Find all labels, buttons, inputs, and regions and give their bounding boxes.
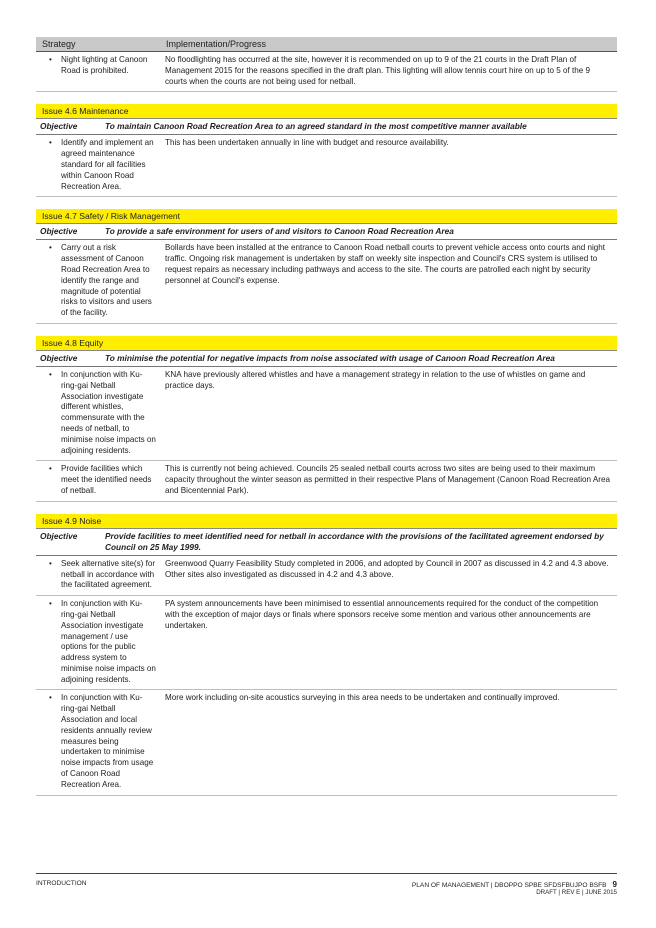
page-number: 9 xyxy=(612,880,617,889)
table-row xyxy=(36,556,617,596)
strategy-column-header: Strategy xyxy=(42,39,76,49)
strategy-text: • Night lighting at Canoon Road is prohibited. xyxy=(61,55,148,75)
strategy-cell xyxy=(36,596,160,689)
table-row xyxy=(36,240,617,324)
implementation-cell: KNA have previously altered whistles and have a management strategy in relation to the use of whistles on game and practice days. xyxy=(165,369,586,390)
objective-text: Provide facilities to meet identified need for netball in accordance with the provisions of the facilitated agreement endorsed by Council on 25 May 1999. xyxy=(105,530,604,552)
strategy-cell xyxy=(36,52,160,91)
table-row xyxy=(36,367,617,461)
page-footer xyxy=(36,873,617,896)
implementation-cell: Bollards have been installed at the entrance to Canoon Road netball courts to prevent vehicle access onto courts and night traffic. Ongoing risk management is undertaken by staff on weekly site inspection and Council's CRS system is utilised to request repairs as necessary including pathways and access to the site. The courts are patrolled each night by security personnel at Council's expense. xyxy=(165,243,606,285)
objective-label: Objective xyxy=(40,530,78,541)
strategy-text: • Identify and implement an agreed maintenance standard for all facilities within Canoon Road Recreation Area. xyxy=(61,138,154,191)
objective-text: To minimise the potential for negative impacts from noise associated with usage of Canoon Road Recreation Area xyxy=(105,352,555,363)
strategy-cell xyxy=(36,135,160,196)
implementation-column-header: Implementation/Progress xyxy=(166,39,267,49)
objective-row xyxy=(36,351,617,367)
table-row xyxy=(36,596,617,690)
strategy-cell xyxy=(36,690,160,794)
footer-doc-title: PLAN OF MANAGEMENT | DBOPPO SPBE SFDSFBUJPO BSFB xyxy=(411,882,607,889)
footer-section: INTRODUCTION xyxy=(36,880,87,887)
strategy-text: • In conjunction with Ku-ring-gai Netball Association and local residents annually review measures being undertaken to minimise noise impacts from usage of Canoon Road Recreation Area. xyxy=(61,693,154,789)
section-gap xyxy=(36,92,617,104)
strategy-cell xyxy=(36,461,160,500)
table-row xyxy=(36,52,617,92)
implementation-cell: More work including on-site acoustics surveying in this area needs to be undertaken and continually improved. xyxy=(165,693,560,703)
document-page xyxy=(36,37,617,796)
objective-text: To maintain Canoon Road Recreation Area to an agreed standard in the most competitive manner available xyxy=(105,121,527,132)
strategy-text: • In conjunction with Ku-ring-gai Netball Association investigate different whistles, commensurate with the needs of netball, to minimise noise impacts on adjoining residents. xyxy=(61,369,156,455)
strategy-text: • In conjunction with Ku-ring-gai Netball Association investigate management / use options for the public address system to minimise noise impacts on adjoining residents. xyxy=(61,599,156,684)
objective-label: Objective xyxy=(40,226,78,237)
strategy-cell xyxy=(36,367,160,460)
implementation-cell: This is currently not being achieved. Councils 25 sealed netball courts across two sites are being used to their maximum capacity throughout the winter season as permitted in their respective Plans of Management (Canoon Road Recreation Area and Bicentennial Park). xyxy=(165,464,610,495)
strategy-text: • Seek alternative site(s) for netball in accordance with the facilitated agreement. xyxy=(61,558,156,590)
objective-text: To provide a safe environment for users of and visitors to Canoon Road Recreation Area xyxy=(105,226,454,237)
table-row xyxy=(36,690,617,795)
objective-label: Objective xyxy=(40,352,78,363)
objective-row xyxy=(36,224,617,240)
table-row xyxy=(36,135,617,197)
table-row xyxy=(36,461,617,501)
strategy-text: • Carry out a risk assessment of Canoon Road Recreation Area to identify the range and magnitude of potential risks to visitors and users of the facility. xyxy=(61,243,152,318)
footer-title xyxy=(412,880,617,889)
implementation-cell: PA system announcements have been minimised to essential announcements required for the conduct of the competition with the exception of major days or finals where sponsors receive some mention and various other announcements are undertaken. xyxy=(165,599,599,630)
section-gap xyxy=(36,197,617,209)
implementation-cell: No floodlighting has occurred at the site, however it is recommended on up to 9 of the 21 courts in the Draft Plan of Management 2015 for the reasons specified in the draft plan. This lighting will allow tennis court hire on up to 5 of the 9 courts when the courts are not being used for netball. xyxy=(165,55,591,86)
strategy-cell xyxy=(36,240,160,323)
issues-container xyxy=(36,92,617,795)
objective-row xyxy=(36,529,617,556)
footer-revision: DRAFT | REV E | JUNE 2015 xyxy=(536,889,617,896)
implementation-cell: This has been undertaken annually in line with budget and resource availability. xyxy=(165,138,449,148)
implementation-cell: Greenwood Quarry Feasibility Study completed in 2006, and adopted by Council in 2007 as discussed in 4.2 and 4.3 above. Other sites also investigated as discussed in 4.2 and 4.3 above. xyxy=(165,558,609,579)
objective-label: Objective xyxy=(40,121,78,132)
issue-heading: Issue 4.8 Equity xyxy=(36,336,617,351)
strategy-cell xyxy=(36,556,160,595)
issue-heading: Issue 4.9 Noise xyxy=(36,514,617,529)
objective-row xyxy=(36,119,617,135)
section-gap xyxy=(36,324,617,336)
issue-heading: Issue 4.6 Maintenance xyxy=(36,104,617,119)
section-gap xyxy=(36,502,617,514)
table-header xyxy=(36,37,617,52)
strategy-text: • Provide facilities which meet the identified needs of netball. xyxy=(61,464,152,495)
issue-heading: Issue 4.7 Safety / Risk Management xyxy=(36,209,617,224)
